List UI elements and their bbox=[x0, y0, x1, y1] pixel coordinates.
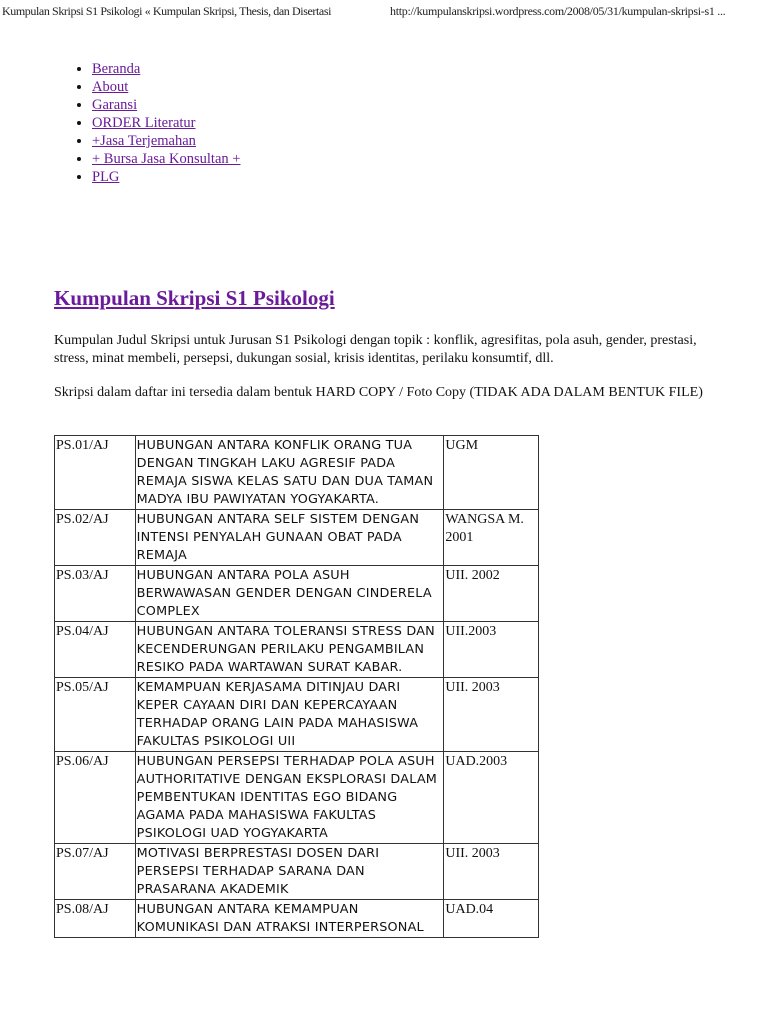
nav-link-garansi[interactable]: Garansi bbox=[92, 97, 138, 113]
nav-item-jasa-terjemahan bbox=[92, 132, 240, 150]
table-row bbox=[55, 844, 539, 900]
nav-link-jasa-terjemahan[interactable]: +Jasa Terjemahan bbox=[92, 133, 196, 149]
thesis-table bbox=[54, 435, 539, 938]
nav-item-garansi bbox=[92, 96, 240, 114]
table-row bbox=[55, 678, 539, 752]
thesis-code: PS.04/AJ bbox=[55, 622, 136, 678]
table-row bbox=[55, 436, 539, 510]
thesis-source: UII.2003 bbox=[444, 622, 539, 678]
nav-link-about[interactable]: About bbox=[92, 79, 129, 95]
thesis-title: HUBUNGAN ANTARA KONFLIK ORANG TUA DENGAN TINGKAH LAKU AGRESIF PADA REMAJA SISWA KELAS SATU DAN DUA TAMAN MADYA IBU PAWIYATAN YOGYAKARTA. bbox=[135, 436, 444, 510]
thesis-title: MOTIVASI BERPRESTASI DOSEN DARI PERSEPSI TERHADAP SARANA DAN PRASARANA AKADEMIK bbox=[135, 844, 444, 900]
thesis-source: UAD.04 bbox=[444, 900, 539, 938]
nav-link-beranda[interactable]: Beranda bbox=[92, 61, 141, 77]
post-title[interactable]: Kumpulan Skripsi S1 Psikologi bbox=[54, 286, 335, 310]
nav-link-plg[interactable]: PLG bbox=[92, 169, 120, 185]
thesis-title: HUBUNGAN ANTARA SELF SISTEM DENGAN INTENSI PENYALAH GUNAAN OBAT PADA REMAJA bbox=[135, 510, 444, 566]
nav-menu bbox=[54, 60, 240, 186]
thesis-title: HUBUNGAN ANTARA POLA ASUH BERWAWASAN GENDER DENGAN CINDERELA COMPLEX bbox=[135, 566, 444, 622]
nav-item-about bbox=[92, 78, 240, 96]
nav-item-bursa-jasa-konsultan bbox=[92, 150, 240, 168]
thesis-source: UII. 2003 bbox=[444, 844, 539, 900]
table-row bbox=[55, 510, 539, 566]
table-row bbox=[55, 622, 539, 678]
thesis-title: HUBUNGAN PERSEPSI TERHADAP POLA ASUH AUTHORITATIVE DENGAN EKSPLORASI DALAM PEMBENTUKAN IDENTITAS EGO BIDANG AGAMA PADA MAHASISWA FAKULTAS PSIKOLOGI UAD YOGYAKARTA bbox=[135, 752, 444, 844]
thesis-title: HUBUNGAN ANTARA TOLERANSI STRESS DAN KECENDERUNGAN PERILAKU PENGAMBILAN RESIKO PADA WARTAWAN SURAT KABAR. bbox=[135, 622, 444, 678]
post-intro: Kumpulan Judul Skripsi untuk Jurusan S1 Psikologi dengan topik : konflik, agresifitas, pola asuh, gender, prestasi, stress, minat membeli, persepsi, dukungan sosial, krisis identitas, perilaku konsumtif, dll. bbox=[54, 333, 697, 366]
print-header-title: Kumpulan Skripsi S1 Psikologi « Kumpulan Skripsi, Thesis, dan Disertasi bbox=[2, 4, 332, 18]
print-header-url: http://kumpulanskripsi.wordpress.com/2008/05/31/kumpulan-skripsi-s1 ... bbox=[390, 4, 726, 18]
thesis-source: UII. 2003 bbox=[444, 678, 539, 752]
nav-link-order-literatur[interactable]: ORDER Literatur bbox=[92, 115, 196, 131]
thesis-code: PS.01/AJ bbox=[55, 436, 136, 510]
table-row bbox=[55, 566, 539, 622]
thesis-title: HUBUNGAN ANTARA KEMAMPUAN KOMUNIKASI DAN ATRAKSI INTERPERSONAL bbox=[135, 900, 444, 938]
nav-item-order-literatur bbox=[92, 114, 240, 132]
post-note: Skripsi dalam daftar ini tersedia dalam bentuk HARD COPY / Foto Copy (TIDAK ADA DALAM BENTUK FILE) bbox=[54, 385, 703, 400]
thesis-code: PS.05/AJ bbox=[55, 678, 136, 752]
thesis-title: KEMAMPUAN KERJASAMA DITINJAU DARI KEPER CAYAAN DIRI DAN KEPERCAYAAN TERHADAP ORANG LAIN PADA MAHASISWA FAKULTAS PSIKOLOGI UII bbox=[135, 678, 444, 752]
thesis-code: PS.02/AJ bbox=[55, 510, 136, 566]
table-row bbox=[55, 752, 539, 844]
thesis-code: PS.03/AJ bbox=[55, 566, 136, 622]
print-header bbox=[0, 0, 768, 22]
thesis-source: UGM bbox=[444, 436, 539, 510]
nav-item-beranda bbox=[92, 60, 240, 78]
thesis-code: PS.07/AJ bbox=[55, 844, 136, 900]
thesis-source: UII. 2002 bbox=[444, 566, 539, 622]
thesis-source: UAD.2003 bbox=[444, 752, 539, 844]
thesis-source: WANGSA M. 2001 bbox=[444, 510, 539, 566]
nav-link-bursa-jasa-konsultan[interactable]: + Bursa Jasa Konsultan + bbox=[92, 151, 241, 167]
nav-item-plg bbox=[92, 168, 240, 186]
thesis-code: PS.08/AJ bbox=[55, 900, 136, 938]
thesis-code: PS.06/AJ bbox=[55, 752, 136, 844]
table-row bbox=[55, 900, 539, 938]
